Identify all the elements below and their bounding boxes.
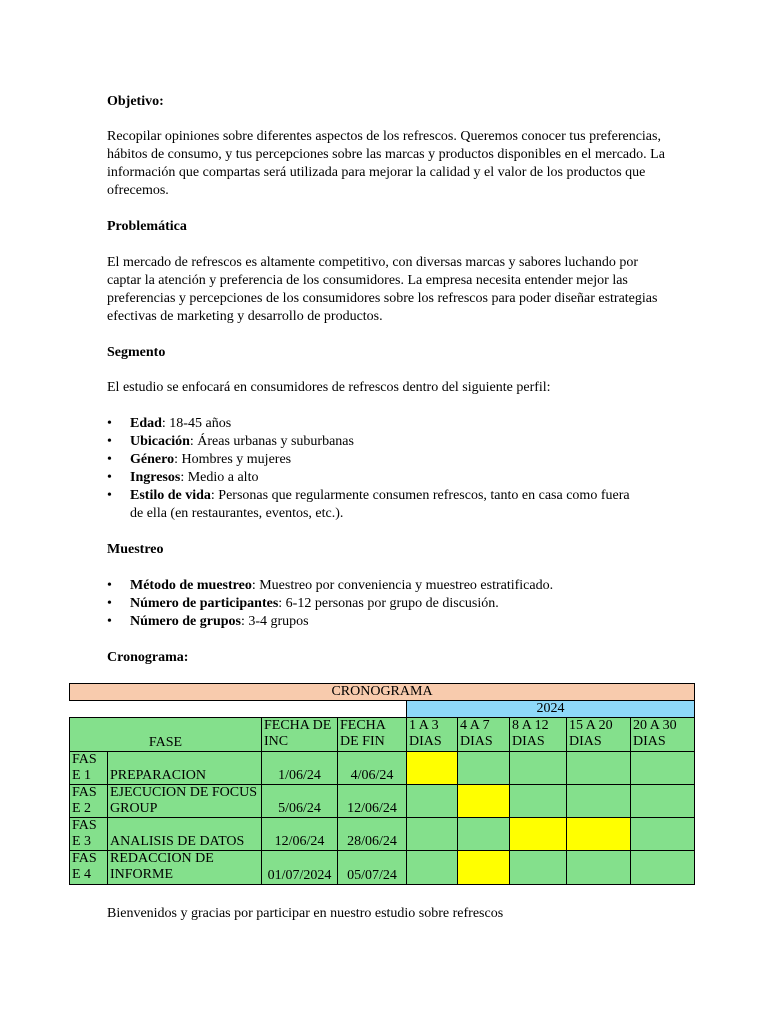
bullet-icon: • xyxy=(107,596,112,611)
phase-name: REDACCION DE INFORME xyxy=(108,851,262,885)
phase-id: FAS E 4 xyxy=(70,851,108,885)
period-header: 1 A 3 DIAS xyxy=(407,718,458,752)
bullet-icon: • xyxy=(107,416,112,431)
phase-name: ANALISIS DE DATOS xyxy=(108,818,262,851)
cronograma-table xyxy=(69,683,695,885)
list-item: • Número de participantes: 6-12 personas por grupo de discusión. xyxy=(107,596,499,611)
bullet-icon: • xyxy=(107,470,112,485)
list-item: • Género: Hombres y mujeres xyxy=(107,452,292,467)
closing-text: Bienvenidos y gracias por participar en nuestro estudio sobre refrescos xyxy=(107,906,504,921)
gantt-cell xyxy=(631,785,695,818)
period-header: 8 A 12 DIAS xyxy=(510,718,567,752)
gantt-cell xyxy=(458,818,510,851)
phase-end: 12/06/24 xyxy=(338,785,407,818)
table-row xyxy=(70,785,695,818)
phase-end: 28/06/24 xyxy=(338,818,407,851)
phase-name: EJECUCION DE FOCUS GROUP xyxy=(108,785,262,818)
problematica-heading: Problemática xyxy=(107,219,187,234)
list-item: • Número de grupos: 3-4 grupos xyxy=(107,614,309,629)
phase-id: FAS E 1 xyxy=(70,752,108,785)
period-header: 4 A 7 DIAS xyxy=(458,718,510,752)
list-item: • Edad: 18-45 años xyxy=(107,416,232,431)
fecha-inc-header: FECHA DE INC xyxy=(262,718,338,752)
gantt-cell xyxy=(510,818,567,851)
bullet-icon: • xyxy=(107,452,112,467)
gantt-cell xyxy=(631,851,695,885)
period-header: 20 A 30 DIAS xyxy=(631,718,695,752)
gantt-cell xyxy=(510,752,567,785)
gantt-cell xyxy=(510,851,567,885)
bullet-icon: • xyxy=(107,578,112,593)
gantt-cell xyxy=(458,851,510,885)
muestreo-list xyxy=(85,577,645,631)
table-row xyxy=(70,851,695,885)
list-item: • Estilo de vida: Personas que regularmente consumen refrescos, tanto en casa como fuera de ella (en restaurantes, eventos, etc.). xyxy=(107,488,630,521)
gantt-cell xyxy=(567,851,631,885)
gantt-cell xyxy=(567,818,631,851)
phase-name: PREPARACION xyxy=(108,752,262,785)
problematica-text: El mercado de refrescos es altamente competitivo, con diversas marcas y sabores luchando por captar la atención y preferencia de los consumidores. La empresa necesita entender mejor las preferencias y percepciones de los consumidores sobre los refrescos para poder diseñar estrategias efectivas de marketing y desarrollo de productos. xyxy=(107,255,658,324)
list-item: • Ingresos: Medio a alto xyxy=(107,470,259,485)
gantt-cell xyxy=(458,785,510,818)
phase-id: FAS E 2 xyxy=(70,785,108,818)
gantt-cell xyxy=(407,785,458,818)
gantt-cell xyxy=(407,851,458,885)
phase-end: 05/07/24 xyxy=(338,851,407,885)
muestreo-heading: Muestreo xyxy=(107,542,164,557)
fase-header: FASE xyxy=(70,718,262,752)
period-header: 15 A 20 DIAS xyxy=(567,718,631,752)
cronograma-heading: Cronograma: xyxy=(107,650,189,665)
gantt-cell xyxy=(567,752,631,785)
segmento-intro: El estudio se enfocará en consumidores de refrescos dentro del siguiente perfil: xyxy=(107,380,551,395)
gantt-cell xyxy=(458,752,510,785)
table-row xyxy=(70,752,695,785)
phase-end: 4/06/24 xyxy=(338,752,407,785)
phase-id: FAS E 3 xyxy=(70,818,108,851)
phase-start: 12/06/24 xyxy=(262,818,338,851)
gantt-cell xyxy=(631,752,695,785)
list-item: • Ubicación: Áreas urbanas y suburbanas xyxy=(107,434,354,449)
table-title: CRONOGRAMA xyxy=(70,684,695,701)
gantt-cell xyxy=(407,752,458,785)
fecha-fin-header: FECHA DE FIN xyxy=(338,718,407,752)
gantt-cell xyxy=(631,818,695,851)
bullet-icon: • xyxy=(107,434,112,449)
gantt-cell xyxy=(407,818,458,851)
phase-start: 5/06/24 xyxy=(262,785,338,818)
objetivo-text: Recopilar opiniones sobre diferentes aspectos de los refrescos. Queremos conocer tus preferencias, hábitos de consumo, y tus percepciones sobre las marcas y productos disponibles en el mercado. La información que compartas será utilizada para mejorar la calidad y el valor de los productos que ofrecemos. xyxy=(107,129,665,198)
gantt-cell xyxy=(510,785,567,818)
bullet-icon: • xyxy=(107,488,112,503)
phase-start: 1/06/24 xyxy=(262,752,338,785)
segmento-list xyxy=(85,415,645,523)
table-row xyxy=(70,818,695,851)
phase-start: 01/07/2024 xyxy=(262,851,338,885)
segmento-heading: Segmento xyxy=(107,345,166,360)
bullet-icon: • xyxy=(107,614,112,629)
list-item: • Método de muestreo: Muestreo por conveniencia y muestreo estratificado. xyxy=(107,578,554,593)
gantt-cell xyxy=(567,785,631,818)
objetivo-heading: Objetivo: xyxy=(107,94,164,109)
year-header: 2024 xyxy=(407,701,695,718)
